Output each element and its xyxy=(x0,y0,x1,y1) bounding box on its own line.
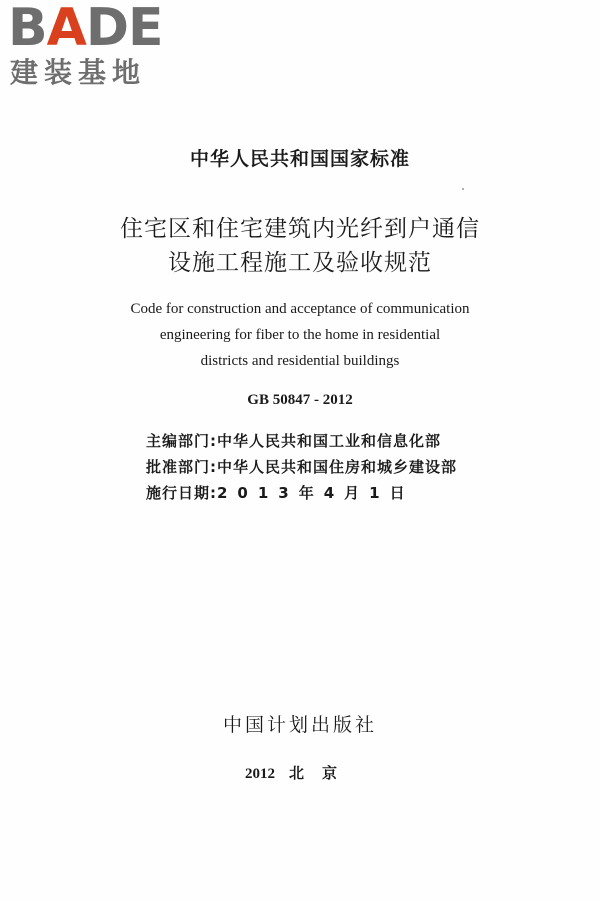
standard-category: 中华人民共和国国家标准 xyxy=(189,148,410,170)
effective-date-label: 施行日期: xyxy=(146,484,217,502)
approval-department-row xyxy=(146,454,457,480)
title-english-line2: engineering for fiber to the home in residential xyxy=(159,327,441,343)
chief-department-value: 中华人民共和国工业和信息化部 xyxy=(217,432,442,450)
chief-department-row xyxy=(146,428,457,454)
approval-department-value: 中华人民共和国住房和城乡建设部 xyxy=(217,458,458,476)
title-english-line1: Code for construction and acceptance of communication xyxy=(130,301,470,317)
bade-logo xyxy=(8,2,178,94)
title-chinese xyxy=(0,212,600,280)
logo-letters-de: DE xyxy=(85,0,163,58)
publisher-name: 中国计划出版社 xyxy=(222,714,377,736)
logo-letter-a: A xyxy=(46,0,86,58)
title-english-line3: districts and residential buildings xyxy=(200,353,400,369)
title-chinese-line2: 设施工程施工及验收规范 xyxy=(168,250,432,276)
publication-year: 2012 xyxy=(244,766,275,782)
publication-city: 北京 xyxy=(288,766,355,782)
title-chinese-line1: 住宅区和住宅建筑内光纤到户通信 xyxy=(120,216,480,242)
title-english xyxy=(0,296,600,374)
publication-place xyxy=(0,762,600,783)
standard-metadata xyxy=(146,428,457,506)
logo-chinese: 建装基地 xyxy=(10,56,147,89)
effective-date-value: 2013年4月1日 xyxy=(217,484,415,502)
chief-department-label: 主编部门: xyxy=(146,432,217,450)
standard-code: GB 50847 - 2012 xyxy=(247,392,353,408)
logo-wordmark xyxy=(8,0,163,58)
logo-letter-b: B xyxy=(8,0,47,58)
approval-department-label: 批准部门: xyxy=(146,458,217,476)
effective-date-row xyxy=(146,480,457,506)
scan-speck xyxy=(462,188,464,190)
